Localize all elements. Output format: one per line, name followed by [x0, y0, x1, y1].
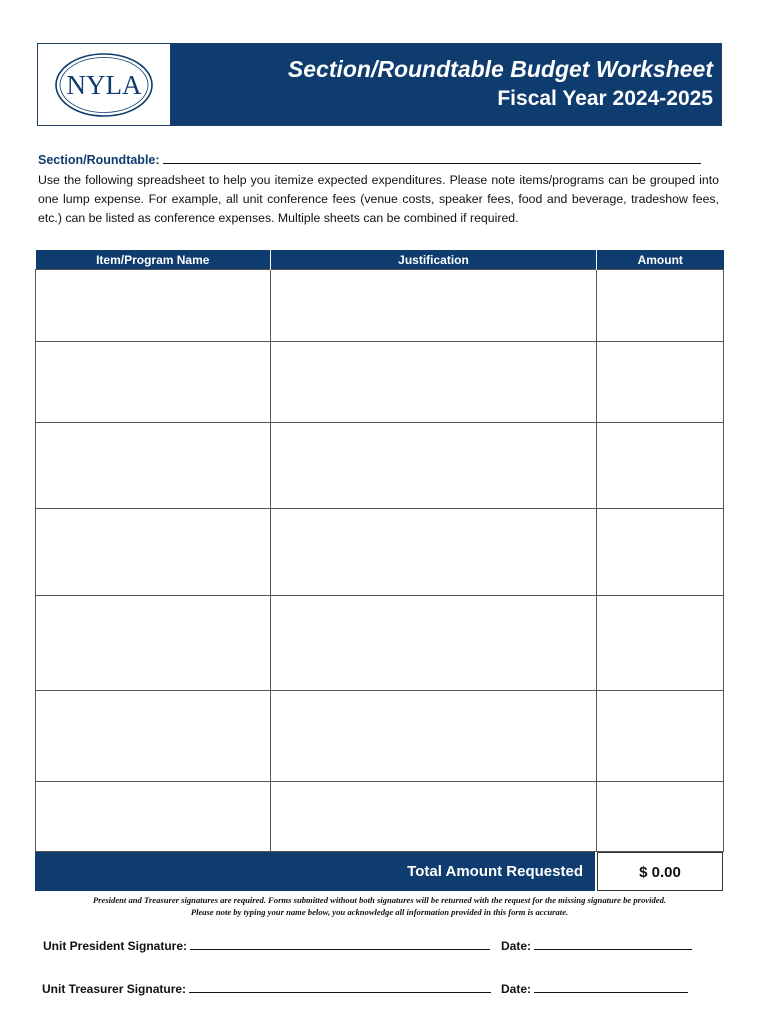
section-roundtable-row [38, 151, 701, 167]
table-row [36, 342, 724, 423]
signature-note-line2: Please note by typing your name below, you acknowledge all information provided in this form is accurate. [190, 907, 569, 917]
justification-cell[interactable] [271, 423, 597, 509]
total-amount: $ 0.00 [597, 852, 723, 891]
justification-cell[interactable] [271, 782, 597, 852]
item-cell[interactable] [36, 270, 271, 342]
item-cell[interactable] [36, 342, 271, 423]
item-cell[interactable] [36, 782, 271, 852]
treasurer-date-row [501, 981, 688, 996]
treasurer-signature-field[interactable] [189, 981, 491, 993]
nyla-logo [52, 50, 156, 120]
logo-container [38, 44, 171, 125]
amount-cell[interactable] [597, 596, 724, 691]
header [37, 43, 722, 126]
title-banner [171, 44, 721, 125]
treasurer-signature-row [42, 981, 491, 996]
logo-text: NYLA [66, 69, 142, 100]
amount-cell[interactable] [597, 691, 724, 782]
total-label: Total Amount Requested [407, 863, 583, 880]
justification-cell[interactable] [271, 342, 597, 423]
justification-cell[interactable] [271, 691, 597, 782]
table-row [36, 509, 724, 596]
justification-cell[interactable] [271, 270, 597, 342]
treasurer-date-label: Date: [501, 982, 532, 996]
section-roundtable-field[interactable] [163, 151, 701, 164]
item-cell[interactable] [36, 691, 271, 782]
budget-table [35, 250, 724, 852]
president-signature-label: Unit President Signature: [43, 939, 188, 953]
intro-text: Use the following spreadsheet to help you itemize expected expenditures. Please note items/programs can be grouped into one lump expense. For example, all unit conference fees (venue costs, speaker fees, food and beverage, tradeshow fees, etc.) can be listed as conference expenses. Multiple sheets can be combined if required. [38, 173, 719, 225]
president-signature-field[interactable] [190, 938, 490, 950]
item-cell[interactable] [36, 509, 271, 596]
table-row [36, 270, 724, 342]
treasurer-date-field[interactable] [534, 981, 688, 993]
table-row [36, 423, 724, 509]
item-cell[interactable] [36, 423, 271, 509]
amount-cell[interactable] [597, 270, 724, 342]
item-cell[interactable] [36, 596, 271, 691]
table-row [36, 596, 724, 691]
treasurer-signature-label: Unit Treasurer Signature: [42, 982, 187, 996]
column-header-justification: Justification [271, 250, 597, 270]
amount-cell[interactable] [597, 342, 724, 423]
president-date-field[interactable] [534, 938, 692, 950]
page-title: Section/Roundtable Budget Worksheet [287, 56, 713, 82]
president-signature-row [43, 938, 490, 953]
amount-cell[interactable] [597, 782, 724, 852]
table-row [36, 782, 724, 852]
president-date-row [501, 938, 692, 953]
column-header-item: Item/Program Name [36, 250, 271, 270]
justification-cell[interactable] [271, 509, 597, 596]
signature-note [37, 894, 722, 918]
section-roundtable-label: Section/Roundtable: [38, 153, 160, 167]
total-label-bar [35, 852, 595, 891]
amount-cell[interactable] [597, 509, 724, 596]
table-row [36, 691, 724, 782]
column-header-amount: Amount [597, 250, 724, 270]
signature-note-line1: President and Treasurer signatures are required. Forms submitted without both signatures will be returned with the request for the missing signature be provided. [92, 895, 667, 905]
justification-cell[interactable] [271, 596, 597, 691]
page-subtitle: Fiscal Year 2024-2025 [497, 87, 713, 110]
amount-cell[interactable] [597, 423, 724, 509]
president-date-label: Date: [501, 939, 532, 953]
